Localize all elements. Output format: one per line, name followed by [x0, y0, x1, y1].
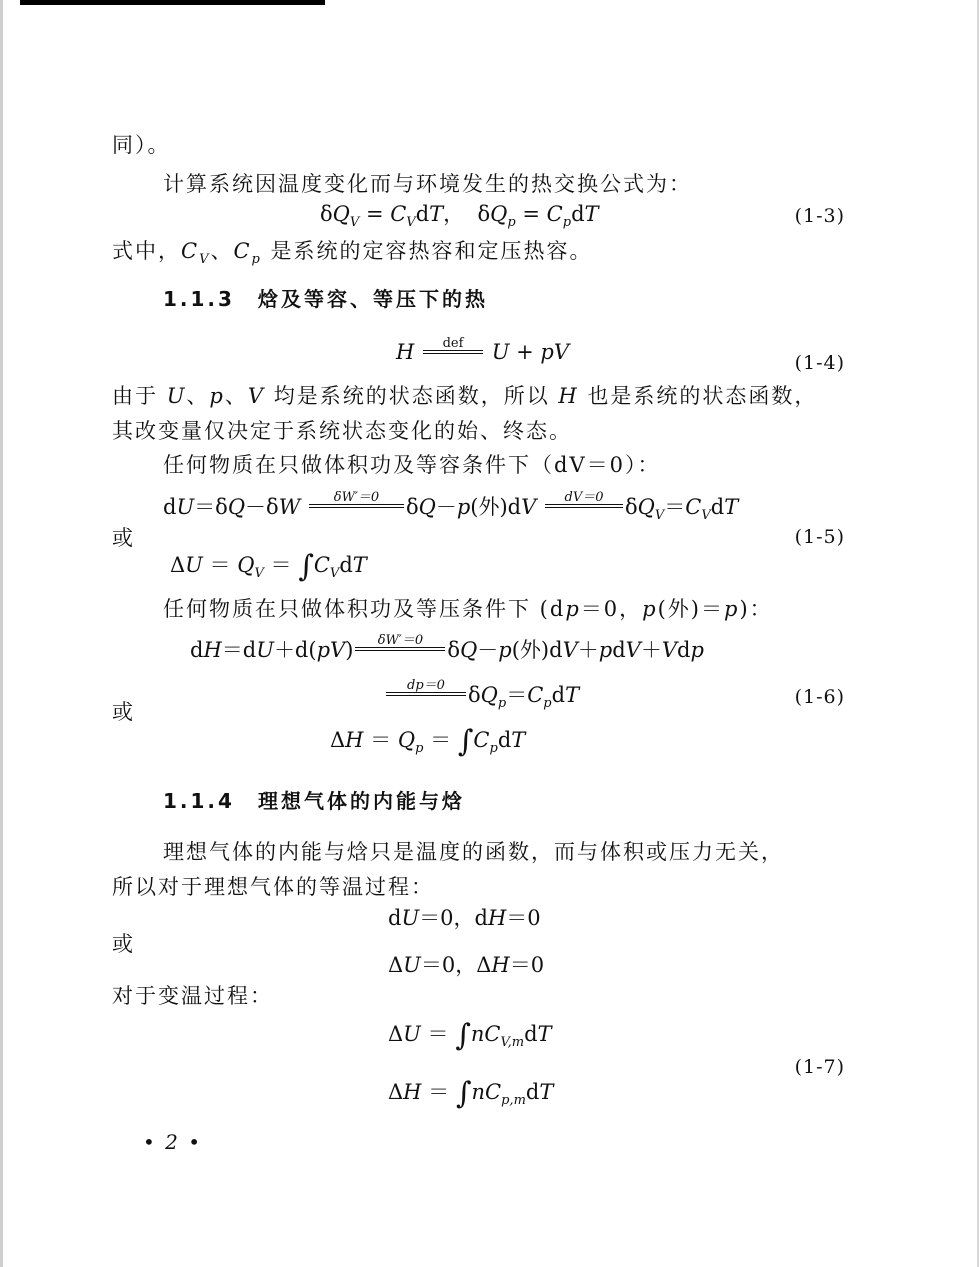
- or-label-3: 或: [112, 932, 135, 956]
- section-heading-1-1-3: 1.1.3 焓及等容、等压下的热: [163, 287, 488, 311]
- or-label-2: 或: [112, 700, 135, 724]
- equation-isothermal-1: dU＝0，dH＝0: [388, 906, 541, 930]
- paragraph-heat-capacity: 式中，$C_V$、$C_p$ 是系统的定容热容和定压热容。: [112, 239, 593, 267]
- equation-number-1-7: (1-7): [794, 1056, 845, 1078]
- eq15a-over1: δW′＝0: [333, 490, 380, 505]
- equation-isothermal-2: ΔU＝0，ΔH＝0: [388, 953, 545, 977]
- paragraph-isobaric: 任何物质在只做体积功及等压条件下 (dp＝0，p(外)＝p)：: [163, 597, 773, 621]
- paragraph-state-function-b: 其改变量仅决定于系统状态变化的始、终态。: [112, 419, 572, 443]
- equation-number-1-3: (1-3): [794, 205, 845, 227]
- eq14-over: def: [442, 336, 464, 351]
- section-heading-1-1-4: 1.1.4 理想气体的内能与焓: [163, 789, 465, 813]
- equation-1-6b: dp＝0 $\delta Q_p=C_pdT$: [384, 683, 579, 716]
- eq15a-over2: dV＝0: [564, 490, 604, 505]
- top-rule: [20, 0, 325, 5]
- paragraph-ideal-gas-a: 理想气体的内能与焓只是温度的函数，而与体积或压力无关，: [163, 840, 784, 864]
- equation-1-3: $\delta Q_V = C_VdT$， $\delta Q_p = C_pdT$: [320, 202, 599, 230]
- or-label-1: 或: [112, 526, 135, 550]
- equation-1-5b: $\Delta U = Q_V = \int C_VdT$: [170, 549, 367, 584]
- eq16b-over: dp＝0: [407, 678, 445, 693]
- equation-number-1-6: (1-6): [794, 686, 845, 708]
- paragraph-ideal-gas-b: 所以对于理想气体的等温过程：: [112, 875, 434, 899]
- equation-1-5a: dU＝δQ－δW δW′＝0 δQ－p(外)dV dV＝0 $\delta Q_V=C_VdT$: [163, 490, 739, 523]
- paragraph-variable-temp: 对于变温过程：: [112, 984, 273, 1008]
- page-number: • 2 •: [143, 1130, 203, 1154]
- equation-1-6a: dH＝dU＋d(pV) δW′＝0 δQ－p(外)dV＋pdV＋Vdp: [190, 633, 704, 662]
- equation-1-7b: $\Delta H = \int nC_{p,m}dT$: [388, 1076, 554, 1111]
- paragraph-fragment: 同）。: [112, 133, 171, 157]
- left-edge: [0, 0, 3, 1267]
- paragraph-isochoric: 任何物质在只做体积功及等容条件下（dV＝0）：: [163, 453, 661, 477]
- paragraph-state-function-a: 由于 U、p、V 均是系统的状态函数，所以 H 也是系统的状态函数，: [112, 384, 818, 408]
- equation-1-7a: $\Delta U = \int nC_{V,m}dT$: [388, 1018, 552, 1053]
- equation-1-6c: $\Delta H = Q_p = \int C_pdT$: [330, 724, 526, 759]
- equation-number-1-4: (1-4): [794, 352, 845, 374]
- eq16a-over1: δW′＝0: [377, 633, 424, 648]
- paragraph-heat-exchange: 计算系统因温度变化而与环境发生的热交换公式为：: [163, 172, 692, 196]
- equation-number-1-5: (1-5): [794, 526, 845, 548]
- eq14-left: H: [396, 340, 415, 364]
- equation-1-4: H def U + pV: [396, 336, 569, 364]
